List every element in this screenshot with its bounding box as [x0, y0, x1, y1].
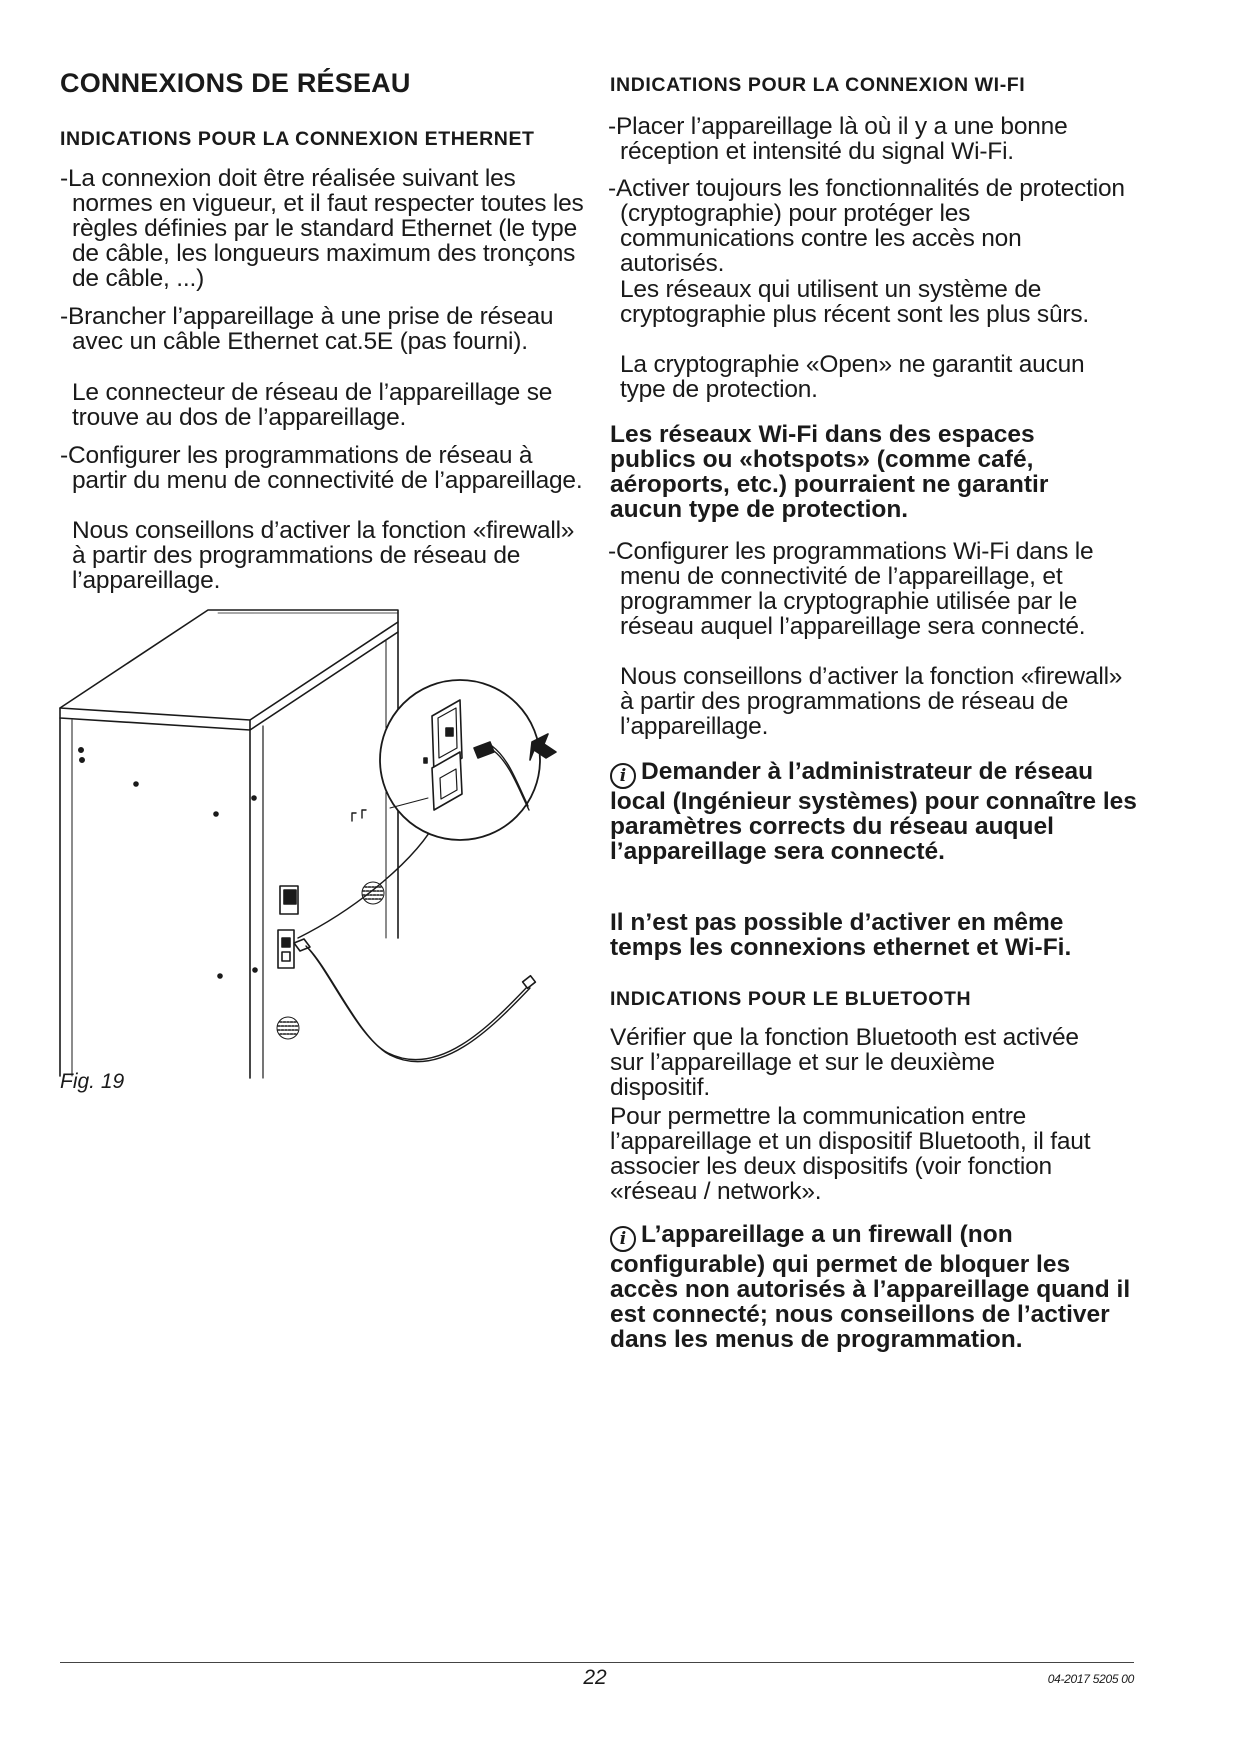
ethernet-item-3: -Configurer les programmations de réseau à partir du menu de connectivité de l’appareillage. — [60, 442, 583, 494]
ethernet-connection-figure — [58, 608, 618, 1088]
footer-divider — [60, 1662, 1134, 1663]
wifi-public-warning: Les réseaux Wi-Fi dans des espaces publics ou «hotspots» (comme café, aéroports, etc.) pourraient ne garantir aucun type de protection. — [610, 421, 1049, 523]
wifi-item-2-note-1: Les réseaux qui utilisent un système de cryptographie plus récent sont les plus sûrs. — [620, 276, 1089, 328]
wifi-item-2: -Activer toujours les fonctionnalités de protection (cryptographie) pour protéger les communications contre les accès non autorisés. — [608, 175, 1125, 277]
wifi-info-note — [610, 759, 1140, 864]
wifi-info-text: Demander à l’administrateur de réseau local (Ingénieur systèmes) pour connaître les paramètres corrects du réseau auquel l’appareillage sera connecté. — [610, 758, 1137, 865]
ethernet-item-2: -Brancher l’appareillage à une prise de réseau avec un câble Ethernet cat.5E (pas fourni). — [60, 303, 554, 355]
info-icon: i — [610, 763, 636, 789]
wifi-heading: INDICATIONS POUR LA CONNEXION WI-FI — [610, 74, 1026, 96]
bluetooth-para-2: Pour permettre la communication entre l’appareillage et un dispositif Bluetooth, il faut associer les deux dispositifs (voir fonction «réseau / network». — [610, 1103, 1091, 1205]
wifi-item-2-note-2: La cryptographie «Open» ne garantit aucun type de protection. — [620, 351, 1085, 403]
page-number: 22 — [583, 1666, 607, 1689]
bluetooth-para-1: Vérifier que la fonction Bluetooth est activée sur l’appareillage et sur le deuxième dispositif. — [610, 1024, 1079, 1101]
document-code: 04-2017 5205 00 — [1047, 1672, 1134, 1686]
wifi-item-3: -Configurer les programmations Wi-Fi dans le menu de connectivité de l’appareillage, et programmer la cryptographie utilisée par le réseau auquel l’appareillage sera connecté. — [608, 538, 1094, 640]
ethernet-heading: INDICATIONS POUR LA CONNEXION ETHERNET — [60, 128, 535, 150]
ethernet-item-1: -La connexion doit être réalisée suivant les normes en vigueur, et il faut respecter toutes les règles définies par le standard Ethernet (le type de câble, les longueurs maximum des tronçons de câble, ...) — [60, 165, 584, 292]
bluetooth-info-text: L’appareillage a un firewall (non configurable) qui permet de bloquer les accès non autorisés à l’appareillage quand il est connecté; nous conseillons de l’activer dans les menus de programmation. — [610, 1221, 1131, 1353]
bluetooth-info-note — [610, 1222, 1140, 1352]
figure-caption: Fig. 19 — [60, 1070, 125, 1093]
wifi-item-1: -Placer l’appareillage là où il y a une bonne réception et intensité du signal Wi-Fi. — [608, 113, 1068, 165]
info-icon: i — [610, 1226, 636, 1252]
wifi-item-3-note: Nous conseillons d’activer la fonction «firewall» à partir des programmations de réseau de l’appareillage. — [620, 663, 1123, 740]
bluetooth-heading: INDICATIONS POUR LE BLUETOOTH — [610, 988, 972, 1010]
page-title: CONNEXIONS DE RÉSEAU — [60, 68, 411, 98]
ethernet-item-3-note: Nous conseillons d’activer la fonction «firewall» à partir des programmations de réseau de l’appareillage. — [72, 517, 575, 594]
ethernet-item-2-note: Le connecteur de réseau de l’appareillage se trouve au dos de l’appareillage. — [72, 379, 553, 431]
ethernet-wifi-exclusive-note: Il n’est pas possible d’activer en même temps les connexions ethernet et Wi-Fi. — [610, 909, 1072, 961]
